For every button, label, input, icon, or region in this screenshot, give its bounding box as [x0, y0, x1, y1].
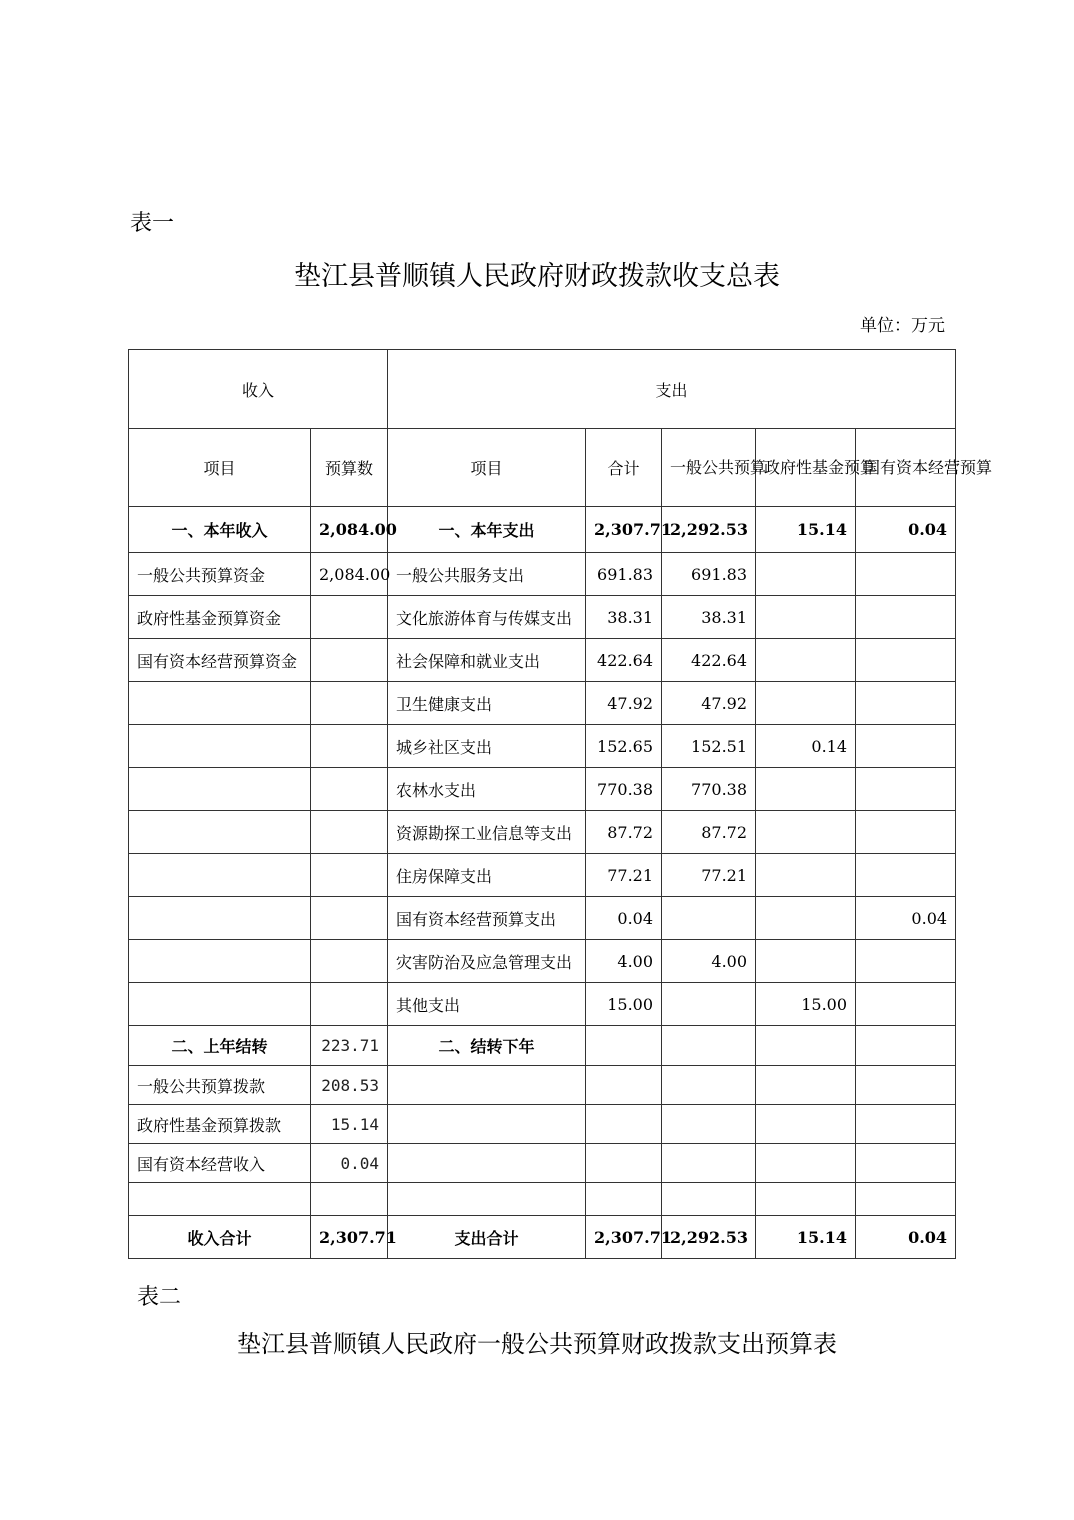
cell-state-capital: 0.04	[856, 1216, 956, 1259]
table-row	[129, 682, 956, 725]
cell-inc-item	[129, 940, 311, 983]
cell-general	[662, 897, 756, 940]
cell-state-capital	[856, 1066, 956, 1105]
cell-general: 770.38	[662, 768, 756, 811]
cell-exp-item: 社会保障和就业支出	[388, 639, 586, 682]
cell-gov-fund	[756, 639, 856, 682]
cell-gov-fund	[756, 811, 856, 854]
cell-inc-item	[129, 682, 311, 725]
table-row	[129, 854, 956, 897]
cell-state-capital	[856, 725, 956, 768]
cell-inc-val: 15.14	[311, 1105, 388, 1144]
header-expense-item: 项目	[388, 429, 586, 507]
cell-total: 152.65	[586, 725, 662, 768]
cell-gov-fund	[756, 940, 856, 983]
cell-general	[662, 983, 756, 1026]
cell-gov-fund: 0.14	[756, 725, 856, 768]
cell-state-capital: 0.04	[856, 507, 956, 553]
cell-inc-val: 2,307.71	[311, 1216, 388, 1259]
table2-label: 表二	[137, 1285, 182, 1310]
cell-total: 4.00	[586, 940, 662, 983]
cell-state-capital	[856, 768, 956, 811]
cell-inc-item	[129, 768, 311, 811]
cell-inc-val: 2,084.00	[311, 507, 388, 553]
table-row	[129, 1183, 956, 1216]
cell-state-capital	[856, 854, 956, 897]
table2-title: 垫江县普顺镇人民政府一般公共预算财政拨款支出预算表	[237, 1330, 837, 1358]
cell-general: 47.92	[662, 682, 756, 725]
group-header-row	[129, 350, 956, 429]
table-row	[129, 897, 956, 940]
table-row	[129, 553, 956, 596]
cell-inc-val	[311, 725, 388, 768]
revenue-expenditure-table	[128, 349, 993, 1259]
cell-inc-val	[311, 639, 388, 682]
cell-exp-item: 其他支出	[388, 983, 586, 1026]
cell-state-capital	[856, 553, 956, 596]
table-row	[129, 1216, 956, 1259]
cell-total: 38.31	[586, 596, 662, 639]
cell-inc-val	[311, 682, 388, 725]
cell-total	[586, 1144, 662, 1183]
cell-total: 691.83	[586, 553, 662, 596]
cell-inc-item	[129, 1183, 311, 1216]
cell-general: 77.21	[662, 854, 756, 897]
cell-exp-item	[388, 1144, 586, 1183]
cell-general: 2,292.53	[662, 507, 756, 553]
cell-gov-fund	[756, 1026, 856, 1066]
cell-general	[662, 1066, 756, 1105]
cell-exp-item: 一般公共服务支出	[388, 553, 586, 596]
cell-general: 691.83	[662, 553, 756, 596]
table-row	[129, 596, 956, 639]
cell-total: 2,307.71	[586, 1216, 662, 1259]
cell-gov-fund: 15.00	[756, 983, 856, 1026]
cell-gov-fund	[756, 897, 856, 940]
cell-general: 152.51	[662, 725, 756, 768]
expense-group-header: 支出	[388, 350, 956, 429]
table-row	[129, 1105, 956, 1144]
cell-inc-val	[311, 897, 388, 940]
cell-gov-fund	[756, 1066, 856, 1105]
cell-total: 87.72	[586, 811, 662, 854]
cell-state-capital	[856, 682, 956, 725]
cell-total: 2,307.71	[586, 507, 662, 553]
cell-state-capital	[856, 596, 956, 639]
cell-exp-item	[388, 1183, 586, 1216]
cell-exp-item: 国有资本经营预算支出	[388, 897, 586, 940]
cell-inc-val	[311, 1183, 388, 1216]
cell-exp-item	[388, 1105, 586, 1144]
cell-inc-item: 二、上年结转	[129, 1026, 311, 1066]
cell-total: 15.00	[586, 983, 662, 1026]
cell-inc-item: 国有资本经营预算资金	[129, 639, 311, 682]
cell-inc-item	[129, 854, 311, 897]
cell-inc-item	[129, 811, 311, 854]
cell-state-capital: 0.04	[856, 897, 956, 940]
cell-inc-val	[311, 854, 388, 897]
cell-gov-fund	[756, 596, 856, 639]
cell-state-capital	[856, 811, 956, 854]
cell-exp-item: 农林水支出	[388, 768, 586, 811]
cell-state-capital	[856, 1026, 956, 1066]
cell-general: 2,292.53	[662, 1216, 756, 1259]
table-row	[129, 983, 956, 1026]
cell-total	[586, 1183, 662, 1216]
cell-total: 770.38	[586, 768, 662, 811]
cell-exp-item: 资源勘探工业信息等支出	[388, 811, 586, 854]
cell-inc-val: 2,084.00	[311, 553, 388, 596]
cell-exp-item: 二、结转下年	[388, 1026, 586, 1066]
table-row	[129, 811, 956, 854]
cell-general: 38.31	[662, 596, 756, 639]
table-row	[129, 639, 956, 682]
cell-general	[662, 1144, 756, 1183]
cell-total	[586, 1026, 662, 1066]
cell-gov-fund: 15.14	[756, 507, 856, 553]
cell-gov-fund	[756, 1144, 856, 1183]
cell-inc-val	[311, 596, 388, 639]
cell-state-capital	[856, 1105, 956, 1144]
cell-gov-fund	[756, 682, 856, 725]
cell-general: 4.00	[662, 940, 756, 983]
cell-inc-val: 223.71	[311, 1026, 388, 1066]
cell-exp-item	[388, 1066, 586, 1105]
cell-total: 77.21	[586, 854, 662, 897]
cell-exp-item: 城乡社区支出	[388, 725, 586, 768]
header-total: 合计	[586, 429, 662, 507]
cell-gov-fund	[756, 553, 856, 596]
cell-total	[586, 1066, 662, 1105]
cell-inc-val: 0.04	[311, 1144, 388, 1183]
cell-general	[662, 1105, 756, 1144]
cell-exp-item: 文化旅游体育与传媒支出	[388, 596, 586, 639]
cell-state-capital	[856, 940, 956, 983]
table-row	[129, 768, 956, 811]
cell-total: 0.04	[586, 897, 662, 940]
cell-exp-item: 灾害防治及应急管理支出	[388, 940, 586, 983]
table-row	[129, 1144, 956, 1183]
header-income-budget: 预算数	[311, 429, 388, 507]
unit-label: 单位：万元	[860, 316, 945, 336]
table-row	[129, 940, 956, 983]
cell-state-capital	[856, 983, 956, 1026]
cell-gov-fund	[756, 1105, 856, 1144]
table1-label: 表一	[130, 211, 175, 236]
cell-inc-item: 政府性基金预算资金	[129, 596, 311, 639]
header-general: 一般公共预算	[662, 429, 756, 507]
table-row	[129, 1026, 956, 1066]
income-group-header: 收入	[129, 350, 388, 429]
cell-inc-item	[129, 897, 311, 940]
header-state-capital: 国有资本经营预算	[856, 429, 956, 507]
cell-gov-fund: 15.14	[756, 1216, 856, 1259]
cell-inc-item	[129, 725, 311, 768]
cell-inc-val	[311, 768, 388, 811]
table1-title: 垫江县普顺镇人民政府财政拨款收支总表	[294, 261, 780, 292]
header-income-item: 项目	[129, 429, 311, 507]
cell-inc-item: 国有资本经营收入	[129, 1144, 311, 1183]
cell-exp-item: 卫生健康支出	[388, 682, 586, 725]
cell-inc-val	[311, 940, 388, 983]
header-gov-fund: 政府性基金预算	[756, 429, 856, 507]
cell-inc-item: 一般公共预算拨款	[129, 1066, 311, 1105]
table-row	[129, 1066, 956, 1105]
cell-inc-item: 收入合计	[129, 1216, 311, 1259]
cell-state-capital	[856, 1144, 956, 1183]
cell-inc-item: 一、本年收入	[129, 507, 311, 553]
cell-exp-item: 住房保障支出	[388, 854, 586, 897]
cell-gov-fund	[756, 1183, 856, 1216]
table-row	[129, 507, 956, 553]
cell-total: 422.64	[586, 639, 662, 682]
cell-inc-val	[311, 983, 388, 1026]
column-header-row	[129, 429, 956, 507]
cell-inc-val: 208.53	[311, 1066, 388, 1105]
cell-general	[662, 1026, 756, 1066]
cell-inc-item	[129, 983, 311, 1026]
cell-inc-item: 政府性基金预算拨款	[129, 1105, 311, 1144]
cell-state-capital	[856, 1183, 956, 1216]
cell-exp-item: 一、本年支出	[388, 507, 586, 553]
cell-inc-item: 一般公共预算资金	[129, 553, 311, 596]
cell-general: 422.64	[662, 639, 756, 682]
cell-gov-fund	[756, 768, 856, 811]
cell-state-capital	[856, 639, 956, 682]
cell-general	[662, 1183, 756, 1216]
cell-inc-val	[311, 811, 388, 854]
cell-exp-item: 支出合计	[388, 1216, 586, 1259]
cell-total	[586, 1105, 662, 1144]
cell-gov-fund	[756, 854, 856, 897]
table-row	[129, 725, 956, 768]
cell-total: 47.92	[586, 682, 662, 725]
cell-general: 87.72	[662, 811, 756, 854]
